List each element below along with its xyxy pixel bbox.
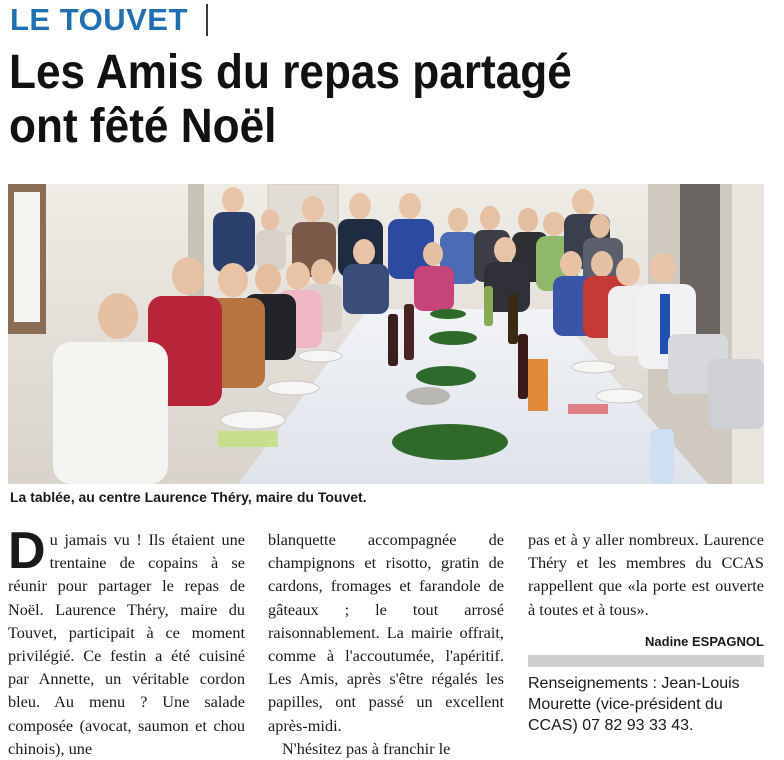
article-column-2	[268, 528, 504, 760]
article-paragraph-4: pas et à y aller nombreux. Laurence Théry et les membres du CCAS rappellent que «la porte est ouverte à toutes et à tous».	[528, 530, 764, 619]
article-paragraph-3: N'hésitez pas à franchir le	[282, 738, 451, 758]
photo-caption: La tablée, au centre Laurence Théry, maire du Touvet.	[10, 489, 367, 505]
article-paragraph-2: blanquette accompagnée de champignons et risotto, gratin de cardons, fromages et farandole de gâteaux ; le tout arrosé raisonnablement. La mairie offrait, comme à l'accoutumée, l'apéritif. Les Amis, après s'être régalés les papilles, ont passé un excellent après-midi.	[268, 530, 504, 735]
article-text-col1: u jamais vu ! Ils étaient une trentaine de copains à se réunir pour partager le repas de Noël. Laurence Théry, maire du Touvet, participait à ce moment privilégié. Ce festin a été cuisiné par Annette, un véritable cordon bleu. Au menu ? Une salade composée (avocat, saumon et chou chinois), une	[8, 530, 245, 758]
group-photo-illustration	[8, 184, 764, 484]
headline	[9, 46, 717, 154]
article-column-3	[528, 528, 764, 621]
article-column-1	[8, 522, 245, 760]
headline-line-1: Les Amis du repas partagé	[9, 46, 572, 99]
author-byline: Nadine ESPAGNOL	[645, 634, 764, 649]
group-photo	[8, 184, 764, 484]
info-box-bar	[528, 655, 764, 667]
article-paragraph-1	[8, 522, 245, 760]
section-kicker: LE TOUVET	[10, 2, 188, 37]
kicker-divider	[206, 4, 208, 36]
drop-cap: D	[8, 522, 46, 580]
info-box-text: Renseignements : Jean-Louis Mourette (vice-président du CCAS) 07 82 93 33 43.	[528, 675, 740, 734]
headline-line-2: ont fêté Noël	[9, 100, 277, 153]
